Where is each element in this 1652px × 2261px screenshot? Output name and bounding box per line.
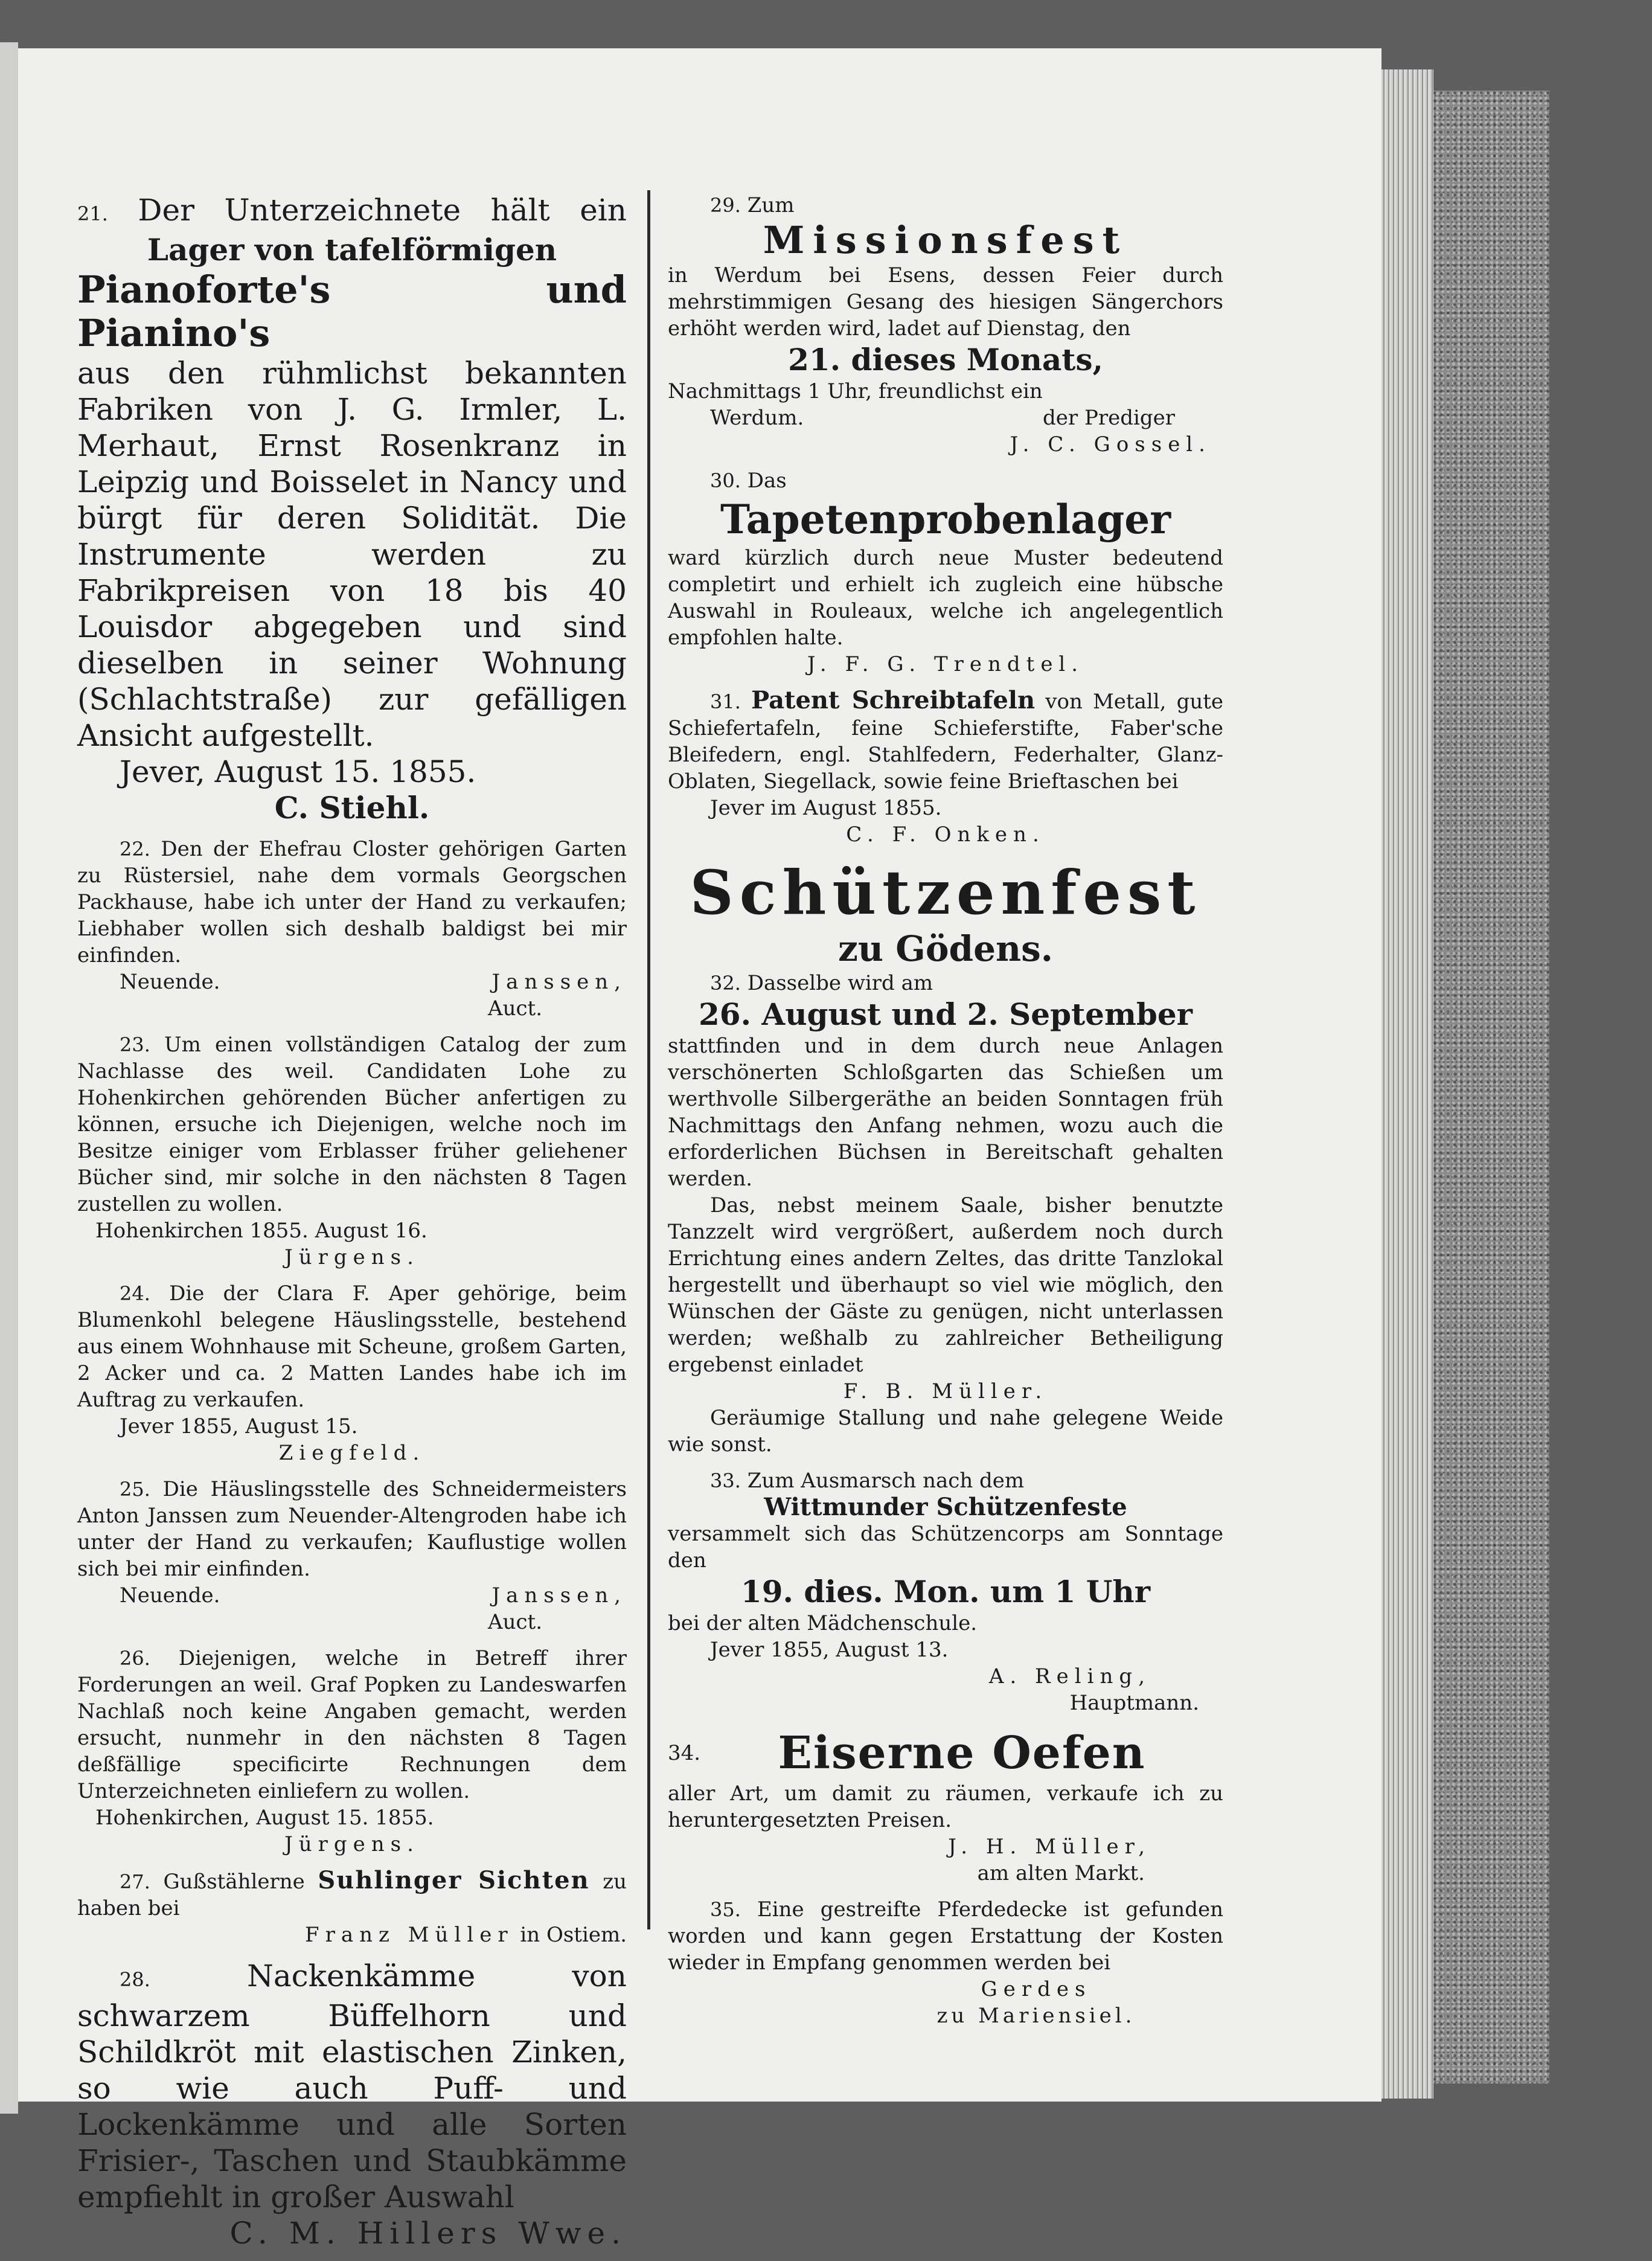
ad-31 (668, 687, 1223, 848)
ad-date: Hohenkirchen, August 15. 1855. (95, 1806, 434, 1830)
ad-place: Neuende. (120, 1583, 220, 1608)
ad-signature: F. B. Müller. (843, 1379, 1048, 1403)
ad-body: Diejenigen, welche in Betreff ihrer Forderungen an weil. Graf Popken zu Landeswarfen Nachlaß noch keine Angaben gemacht, werden ersucht, nunmehr in den nächsten 8 Tagen deßfällige specificirte Rechnungen dem Unterzeichneten einliefern zu wollen. (77, 1646, 627, 1803)
ad-25 (77, 1476, 627, 1635)
ad-22 (77, 836, 627, 1022)
ad-headline: Tapetenprobenlager (720, 496, 1171, 543)
ad-title: Hauptmann. (1069, 1691, 1199, 1715)
ad-signature: Gerdes (981, 1977, 1092, 2001)
ad-number: 30. (710, 469, 741, 492)
ad-35 (668, 1896, 1223, 2029)
ad-body: Das, nebst meinem Saale, bisher benutzte Tanzzelt wird vergrößert, außerdem noch durch Errichtung eines andern Zeltes, das dritte Tanzlokal hergestellt und überhaupt so viel wie möglich, den Wünschen der Gäste zu genügen, nicht unterlassen werden; weßhalb zu zahlreicher Betheiligung ergebenst einladet (668, 1193, 1223, 1377)
ad-headline: Suhlinger Sichten (318, 1866, 590, 1894)
ad-body: aller Art, um damit zu räumen, verkaufe ich zu heruntergesetzten Preisen. (668, 1782, 1223, 1832)
ad-signature: Ziegfeld. (278, 1441, 426, 1465)
ad-date: Jever, August 15. 1855. (120, 754, 476, 789)
ad-number: 26. (120, 1647, 150, 1670)
ad-body: Den der Ehefrau Closter gehörigen Garten zu Rüstersiel, nahe dem vormals Georgschen Packhause, habe ich unter der Hand zu verkaufen; Liebhaber wollen sich deshalb baldigst bei mir einfinden. (77, 837, 627, 967)
ad-headline: Schützenfest (690, 857, 1202, 928)
ad-signature: J. C. Gossel. (1010, 432, 1211, 457)
ad-signature: Janssen, (491, 970, 627, 994)
ad-headline: Der Unterzeichnete hält ein (138, 193, 627, 228)
ad-signature: J. H. Müller, (948, 1835, 1151, 1859)
ad-headline: zu Gödens. (838, 928, 1053, 969)
ad-body: Nachmittags 1 Uhr, freundlichst ein (668, 379, 1043, 403)
ad-body: versammelt sich das Schützencorps am Sonntage den (668, 1522, 1223, 1573)
ad-number: 25. (120, 1478, 150, 1501)
ad-signature: Jürgens. (284, 1245, 420, 1269)
ad-headline: Wittmunder Schützenfeste (764, 1493, 1127, 1521)
ad-29 (668, 192, 1223, 458)
ad-body: Geräumige Stallung und nahe gelegene Weide wie sonst. (668, 1406, 1223, 1457)
ad-number: 34. (668, 1741, 701, 1765)
ad-number: 23. (120, 1033, 150, 1056)
ad-date: Jever 1855, August 15. (120, 1414, 358, 1438)
ad-body: Eine gestreifte Pferdedecke ist gefunden worden und kann gegen Erstattung der Kosten wieder in Empfang genommen werden bei (668, 1897, 1223, 1975)
ad-26 (77, 1645, 627, 1858)
ad-signature: Janssen, (491, 1583, 627, 1608)
ad-number: 33. (710, 1469, 741, 1492)
ad-body: Nackenkämme von schwarzem Büffelhorn und Schildkröt mit elastischen Zinken, so wie auch Puff- und Lockenkämme und alle Sorten Frisier-, Taschen und Staubkämme empfiehlt in großer Auswahl (77, 1958, 627, 2214)
ad-signature: J. F. G. Trendtel. (807, 652, 1084, 676)
ad-body: stattfinden und in dem durch neue Anlagen verschönerten Schloßgarten das Schießen um werthvolle Silbergeräthe an beiden Sonntagen früh Nachmittags den Anfang nehmen, wozu auch die erforderlichen Büchsen in Bereitschaft gehalten werden. (668, 1034, 1223, 1191)
ad-headline: 26. August und 2. September (699, 996, 1193, 1032)
ad-27 (77, 1867, 627, 1948)
ad-body: Um einen vollständigen Catalog der zum Nachlasse des weil. Candidaten Lohe zu Hohenkirchen gehörenden Bücher anfertigen zu können, ersuche ich Diejenigen, welche noch im Besitze einiger vom Erblasser früher geliehener Bücher sind, mir solche in den nächsten 8 Tagen zustellen zu wollen. (77, 1033, 627, 1216)
previous-page-edge (0, 42, 18, 2114)
ad-title: Auct. (488, 996, 542, 1021)
ad-body: zu haben bei (77, 1870, 627, 1920)
ad-21 (77, 192, 627, 826)
ad-headline: 21. dieses Monats, (788, 342, 1103, 377)
ad-24 (77, 1280, 627, 1466)
ad-28 (77, 1958, 627, 2251)
ad-signature: A. Reling, (988, 1664, 1151, 1689)
marbled-book-cover (1433, 91, 1549, 2083)
ad-number: 27. (120, 1870, 150, 1893)
ad-headline: Lager von tafelförmigen (147, 232, 557, 268)
ad-body: in Werdum bei Esens, dessen Feier durch mehrstimmigen Gesang des hiesigen Sängerchors erhöht werden wird, ladet auf Dienstag, den (668, 263, 1223, 341)
ad-signature: C. F. Onken. (846, 823, 1045, 847)
column-divider (647, 190, 650, 1929)
ad-signature: C. M. Hillers Wwe. (229, 2216, 627, 2251)
ad-34 (668, 1726, 1223, 1887)
ad-32 (668, 858, 1223, 1458)
ad-date: Hohenkirchen 1855. August 16. (95, 1219, 427, 1243)
ad-number: 22. (120, 838, 150, 861)
ad-body: von Metall, gute Schiefertafeln, feine Schieferstifte, Faber'sche Bleifedern, engl. Stahlfedern, Federhalter, Glanz-Oblaten, Siegellack, sowie feine Brieftaschen bei (668, 690, 1224, 794)
ad-body: Zum Ausmarsch nach dem (747, 1469, 1025, 1493)
ad-place: Werdum. (710, 406, 804, 430)
ad-body: bei der alten Mädchenschule. (668, 1611, 978, 1635)
ad-body: ward kürzlich durch neue Muster bedeutend completirt und erhielt ich zugleich eine hübsche Auswahl in Rouleaux, welche ich angelegentlich empfohlen halte. (668, 546, 1223, 650)
ad-body: aus den rühmlichst bekannten Fabriken von J. G. Irmler, L. Merhaut, Ernst Rosenkranz in Leipzig und Boisselet in Nancy und bürgt für deren Solidität. Die Instrumente werden zu Fabrikpreisen von 18 bis 40 Louisdor abgegeben und sind dieselben in seiner Wohnung (Schlachtstraße) zur gefälligen Ansicht aufgestellt. (77, 356, 627, 753)
ad-body: Zum (747, 193, 795, 217)
ad-headline: 19. dies. Mon. um 1 Uhr (740, 1574, 1151, 1609)
ad-date: Jever 1855, August 13. (710, 1638, 949, 1662)
ad-title: Auct. (488, 1610, 542, 1634)
ad-30 (668, 467, 1223, 678)
ad-number: 21. (77, 202, 108, 225)
page-edges (1381, 69, 1433, 2099)
ad-number: 32. (710, 972, 741, 995)
ad-headline: Pianoforte's und Pianino's (77, 268, 627, 355)
ad-place: zu Mariensiel. (936, 2004, 1136, 2028)
ad-23 (77, 1031, 627, 1271)
ad-headline: Missionsfest (763, 218, 1129, 262)
ad-33 (668, 1467, 1223, 1716)
ad-headline: Eiserne Oefen (778, 1727, 1146, 1779)
ad-signature: C. Stiehl. (274, 790, 430, 826)
ad-body: Gußstählerne (163, 1870, 305, 1894)
ad-body: Das (747, 469, 787, 493)
ad-title: der Prediger (1043, 406, 1175, 430)
ad-place: in Ostiem. (520, 1923, 627, 1947)
ad-signature: Franz Müller (305, 1923, 514, 1947)
ad-headline: Patent Schreibtafeln (751, 686, 1036, 714)
right-column (668, 192, 1223, 2039)
ad-date: Jever im August 1855. (710, 796, 942, 820)
ad-number: 24. (120, 1282, 150, 1305)
ad-place: am alten Markt. (977, 1861, 1145, 1885)
ad-number: 35. (710, 1898, 741, 1921)
ad-body: Die Häuslingsstelle des Schneidermeisters Anton Janssen zum Neuender-Altengroden habe ich unter der Hand zu verkaufen; Kauflustige wollen sich bei mir einfinden. (77, 1477, 627, 1581)
ad-body: Dasselbe wird am (747, 971, 933, 995)
ad-number: 29. (710, 194, 741, 217)
ad-body: Die der Clara F. Aper gehörige, beim Blumenkohl belegene Häuslingsstelle, bestehend aus einem Wohnhause mit Scheune, großem Garten, 2 Acker und ca. 2 Matten Landes habe ich im Auftrag zu verkaufen. (77, 1281, 627, 1412)
ad-number: 31. (710, 690, 741, 713)
left-column (77, 192, 627, 2261)
ad-place: Neuende. (120, 970, 220, 994)
ad-number: 28. (120, 1968, 150, 1991)
ad-signature: Jürgens. (284, 1832, 420, 1856)
